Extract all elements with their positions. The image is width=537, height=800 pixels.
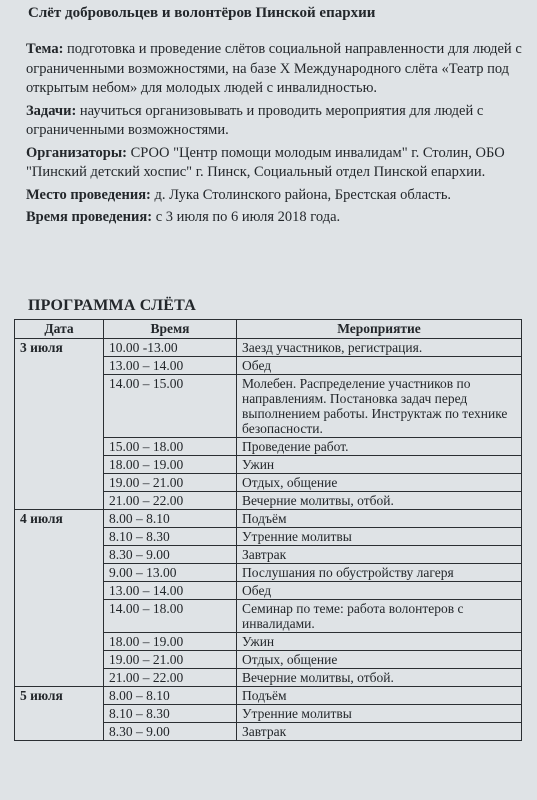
event-cell: Завтрак [237,723,522,741]
intro-text: с 3 июля по 6 июля 2018 года. [152,209,341,225]
intro-label: Тема: [26,41,64,57]
event-cell: Утренние молитвы [237,528,522,546]
time-cell: 19.00 – 21.00 [104,651,237,669]
time-cell: 10.00 -13.00 [104,339,237,357]
table-row [15,339,522,357]
event-cell: Молебен. Распределение участников по направлениям. Постановка задач перед выполнением работы. Инструктаж по технике безопасности. [237,375,522,438]
time-cell: 13.00 – 14.00 [104,357,237,375]
document-title: Слёт добровольцев и волонтёров Пинской епархии [28,5,376,21]
intro-text: СРОО "Центр помощи молодым инвалидам" г. Столин, ОБО "Пинский детский хоспис" г. Пинск, Социальный отдел Пинской епархии. [26,144,505,180]
intro-label: Задачи: [26,102,77,119]
date-cell: 5 июля [15,687,104,741]
time-cell: 21.00 – 22.00 [104,492,237,510]
time-cell: 18.00 – 19.00 [104,456,237,474]
table-row [15,687,522,705]
table-row [15,510,522,528]
intro-section [26,40,526,231]
time-cell: 8.10 – 8.30 [104,528,237,546]
event-cell: Отдых, общение [237,474,522,492]
time-cell: 13.00 – 14.00 [104,582,237,600]
intro-organizers [26,144,526,183]
intro-text: подготовка и проведение слётов социальной направленности для людей с ограниченными возможностями, на базе X Международного слёта «Театр под открытым небом» для молодых людей с инвалидностью. [26,41,522,96]
time-cell: 15.00 – 18.00 [104,438,237,456]
event-cell: Семинар по теме: работа волонтеров с инвалидами. [237,600,522,633]
date-cell: 4 июля [15,510,104,687]
program-table-body [15,339,522,741]
time-cell: 21.00 – 22.00 [104,669,237,687]
date-cell: 3 июля [15,339,104,510]
event-cell: Подъём [237,510,522,528]
event-cell: Заезд участников, регистрация. [237,339,522,357]
intro-dates [26,208,526,228]
column-header-time: Время [104,320,237,339]
column-header-date: Дата [15,320,104,339]
event-cell: Отдых, общение [237,651,522,669]
intro-label: Организаторы: [26,144,127,161]
table-header-row [15,320,522,339]
event-cell: Обед [237,582,522,600]
intro-text: д. Лука Столинского района, Брестская область. [150,186,452,203]
program-table [14,319,522,741]
program-heading: ПРОГРАММА СЛЁТА [28,297,196,314]
event-cell: Завтрак [237,546,522,564]
time-cell: 8.10 – 8.30 [104,705,237,723]
intro-text: научиться организовывать и проводить мероприятия для людей с ограниченными возможностями. [26,102,484,138]
intro-topic [26,40,526,99]
event-cell: Утренние молитвы [237,705,522,723]
event-cell: Послушания по обустройству лагеря [237,564,522,582]
time-cell: 8.00 – 8.10 [104,687,237,705]
intro-label: Время проведения: [26,209,153,225]
time-cell: 14.00 – 15.00 [104,375,237,438]
event-cell: Подъём [237,687,522,705]
event-cell: Обед [237,357,522,375]
event-cell: Вечерние молитвы, отбой. [237,492,522,510]
time-cell: 18.00 – 19.00 [104,633,237,651]
event-cell: Вечерние молитвы, отбой. [237,669,522,687]
event-cell: Ужин [237,456,522,474]
time-cell: 9.00 – 13.00 [104,564,237,582]
event-cell: Ужин [237,633,522,651]
intro-location [26,186,526,206]
time-cell: 8.30 – 9.00 [104,723,237,741]
time-cell: 19.00 – 21.00 [104,474,237,492]
intro-tasks [26,102,526,141]
column-header-event: Мероприятие [237,320,522,339]
time-cell: 8.00 – 8.10 [104,510,237,528]
time-cell: 8.30 – 9.00 [104,546,237,564]
time-cell: 14.00 – 18.00 [104,600,237,633]
event-cell: Проведение работ. [237,438,522,456]
intro-label: Место проведения: [26,186,151,203]
